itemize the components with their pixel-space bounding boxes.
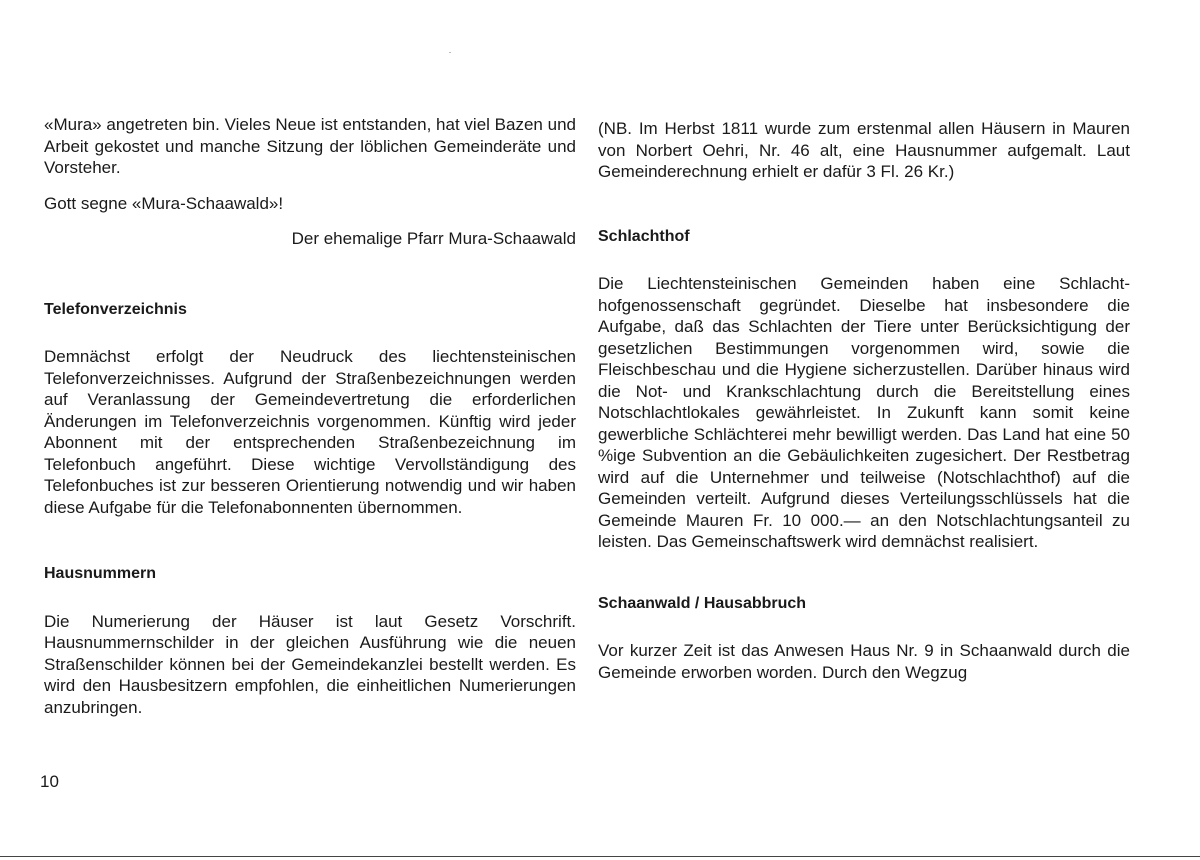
intro-paragraph: «Mura» angetreten bin. Vieles Neue ist entstanden, hat viel Bazen und Arbeit gekostet und manche Sitzung der löblichen Gemeinderäte und Vorsteher. bbox=[44, 115, 576, 177]
historical-note: (NB. Im Herbst 1811 wurde zum erstenmal allen Häusern in Mauren von Norbert Oehri, Nr. 46 alt, eine Hausnummer aufgemalt. Laut Gemeinderechnung erhielt er dafür 3 Fl. 26 Kr.) bbox=[598, 119, 1130, 181]
left-column bbox=[44, 114, 576, 718]
right-column bbox=[598, 118, 1130, 683]
hausnummern-heading: Hausnummern bbox=[44, 565, 157, 582]
signature-line: Der ehemalige Pfarr Mura-Schaawald bbox=[291, 229, 576, 248]
telefon-heading: Telefonverzeichnis bbox=[44, 300, 187, 318]
schlachthof-paragraph: Die Liechtensteinischen Gemeinden haben eine Schlachthofgenossenschaft gegründet. Dieselbe hat insbesondere die Aufgabe, daß das Schlachten der Tiere unter Berücksichtigung der gesetzlichen Bestimmungen vorgenommen wird, sowie die Fleischbeschau und die Hygiene sicherzustellen. Darüber hinaus wird die Not- und Krankschlachtung durch die Bereitstellung eines Notschlachtlokales gewährleistet. In Zukunft kann somit keine gewerbliche Schlächterei mehr bewilligt werden. Das Land hat eine 50 %ige Subvention an die Gebäulichkeiten zugesichert. Der Restbetrag wird auf die Unternehmer und teilweise (Notschlachthof) auf die Gemeinden verteilt. Aufgrund dieses Verteilungsschlüssels hat die Gemeinde Mauren Fr. 10 000.— an den Notschlachtungsanteil zu leisten. Das Gemeinschaftswerk wird demnächst realisiert. bbox=[598, 274, 1130, 551]
hausabbruch-paragraph: Vor kurzer Zeit ist das Anwesen Haus Nr. 9 in Schaanwald durch die Gemeinde erworben worden. Durch den Wegzug bbox=[598, 641, 1130, 682]
hausabbruch-heading: Schaanwald / Hausabbruch bbox=[598, 594, 807, 612]
bottom-rule bbox=[0, 856, 1200, 857]
blessing-line: Gott segne «Mura-Schaawald»! bbox=[44, 193, 284, 213]
scan-speck bbox=[449, 52, 451, 53]
schlachthof-heading: Schlachthof bbox=[598, 227, 690, 245]
page-number: 10 bbox=[40, 772, 59, 791]
hausnummern-paragraph: Die Numerierung der Häuser ist laut Gesetz Vorschrift. Hausnummernschilder in der gleichen Ausführung wie die neuen Straßenschilder können bei der Gemeindekanzlei bestellt werden. Es wird den Hausbesitzern empfohlen, die einheitlichen Numerierungen anzubringen. bbox=[44, 611, 576, 717]
telefon-paragraph: Demnächst erfolgt der Neudruck des liechtensteinischen Telefonverzeichnisses. Aufgrund der Straßenbezeichnungen werden auf Veranlassung der Gemeindevertretung die erforderlichen Änderungen im Telefonverzeichnis vorgenommen. Künftig wird jeder Abonnent mit der entsprechenden Straßenbezeichnung im Telefonbuch angeführt. Diese wichtige Vervollständigung des Telefonbuches ist zur besseren Orientierung notwendig und wir haben diese Aufgabe für die Telefonabonnenten übernommen. bbox=[44, 347, 576, 517]
